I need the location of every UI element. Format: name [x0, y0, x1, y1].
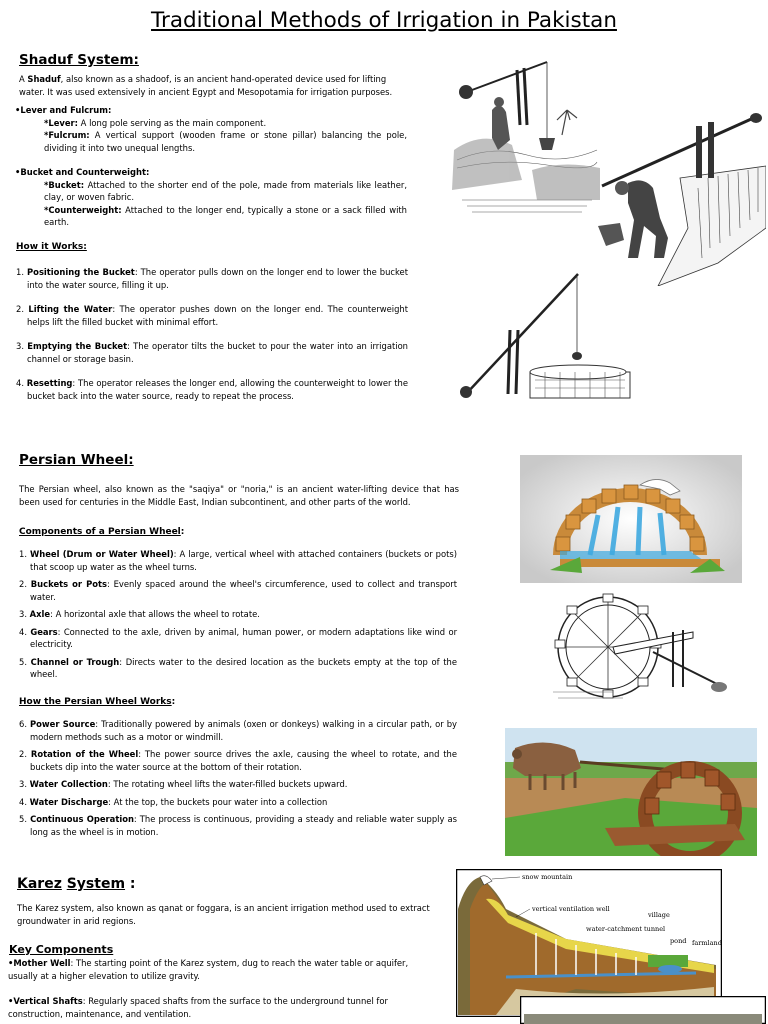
- shaduf-engraving-illustration: [452, 50, 602, 222]
- list-item: 2. Lifting the Water: The operator pushes down on the longer end. The counterweight helps lift the filled bucket with minimal effort.: [16, 304, 408, 327]
- list-item: 6. Power Source: Traditionally powered by animals (oxen or donkeys) walking in a circular path, or by modern methods such as a motor or windmill.: [19, 719, 457, 742]
- persian-wheel-line-illustration: [553, 592, 733, 704]
- karez-label-farmland: farmland: [692, 939, 722, 947]
- list-item: 3. Axle: A horizontal axle that allows the wheel to rotate.: [19, 609, 260, 619]
- karez-heading: Karez System :: [17, 876, 136, 892]
- shaduf-heading: Shaduf System:: [19, 52, 139, 68]
- persian-wheel-color-illustration: [520, 455, 742, 583]
- works-heading: How the Persian Wheel Works:: [19, 697, 176, 707]
- karez-photo-partial: [520, 996, 766, 1024]
- list-item: 3. Water Collection: The rotating wheel lifts the water-filled buckets upward.: [19, 779, 348, 789]
- karez-intro: The Karez system, also known as qanat or foggara, is an ancient irrigation method used to extract groundwater in arid regions.: [17, 903, 430, 926]
- how-it-works-heading: How it Works:: [16, 242, 87, 252]
- shaduf-well-illustration: [460, 270, 638, 404]
- components-heading: Components of a Persian Wheel:: [19, 527, 185, 537]
- lever-fulcrum-group: •Lever and Fulcrum: *Lever: A long pole serving as the main component. *Fulcrum: A vertical support (wooden frame or stone pillar) balancing the pole, dividing it into two unequal lengths.: [15, 105, 407, 153]
- list-item: 1. Positioning the Bucket: The operator pulls down on the longer end to lower the bucket into the water source, filling it up.: [16, 267, 408, 290]
- list-item: 5. Continuous Operation: The process is continuous, providing a steady and reliable water supply as long as the wheel is in motion.: [19, 814, 457, 837]
- list-item: 4. Resetting: The operator releases the longer end, allowing the counterweight to lower the bucket back into the water source, ready to repeat the process.: [16, 378, 408, 401]
- shaduf-intro: A Shaduf, also known as a shadoof, is an ancient hand-operated device used for lifting water. It was used extensively in ancient Egypt and Mesopotamia for irrigation purposes.: [19, 74, 393, 97]
- shaduf-worker-illustration: [598, 108, 766, 286]
- karez-label-pond: pond: [670, 937, 687, 945]
- list-item: 3. Emptying the Bucket: The operator tilts the bucket to pour the water into an irrigation channel or storage basin.: [16, 341, 408, 364]
- components-list: [19, 548, 457, 681]
- mother-well-item: •Mother Well: The starting point of the Karez system, dug to reach the water table or aquifer, usually at a higher elevation to utilize gravity.: [8, 958, 409, 981]
- key-components-heading: Key Components: [9, 943, 114, 956]
- list-item: 4. Water Discharge: At the top, the buckets pour water into a collection: [19, 796, 328, 807]
- karez-label-snow: snow mountain: [522, 873, 573, 881]
- list-item: 5. Channel or Trough: Directs water to the desired location as the buckets empty at the top of the wheel.: [19, 656, 458, 679]
- page-title: Traditional Methods of Irrigation in Pakistan: [151, 8, 617, 33]
- list-item: 2. Rotation of the Wheel: The power source drives the axle, causing the wheel to rotate, and the buckets dip into the water source at the bottom of their rotation.: [19, 749, 458, 772]
- shaduf-steps-list: [16, 266, 408, 402]
- karez-diagram: [456, 869, 722, 1017]
- persian-wheel-heading: Persian Wheel:: [19, 452, 134, 468]
- persian-wheel-photo-illustration: [505, 728, 757, 856]
- list-item: 1. Wheel (Drum or Water Wheel): A large, vertical wheel with attached containers (buckets or pots) that scoop up water as the wheel turns.: [19, 549, 458, 572]
- works-list: [19, 718, 457, 838]
- list-item: 2. Buckets or Pots: Evenly spaced around the wheel's circumference, used to collect and transport water.: [19, 579, 458, 602]
- vertical-shafts-item: •Vertical Shafts: Regularly spaced shafts from the surface to the underground tunnel for construction, maintenance, and ventilation.: [8, 996, 388, 1019]
- karez-label-village: village: [648, 911, 670, 919]
- list-item: 4. Gears: Connected to the axle, driven by animal, human power, or modern adaptations like wind or electricity.: [19, 626, 458, 649]
- persian-wheel-intro: The Persian wheel, also known as the "saqiya" or "noria," is an ancient water-lifting device that has been used for centuries in the Middle East, Indian subcontinent, and other parts of the world.: [19, 484, 459, 507]
- bucket-counterweight-group: •Bucket and Counterweight: *Bucket: Attached to the shorter end of the pole, made from materials like leather, clay, or woven fabric. *Counterweight: Attached to the longer end, typically a stone or a sack filled with earth.: [15, 167, 407, 227]
- karez-label-vent: vertical ventilation well: [532, 905, 610, 913]
- karez-label-tunnel: water-catchment tunnel: [586, 925, 666, 933]
